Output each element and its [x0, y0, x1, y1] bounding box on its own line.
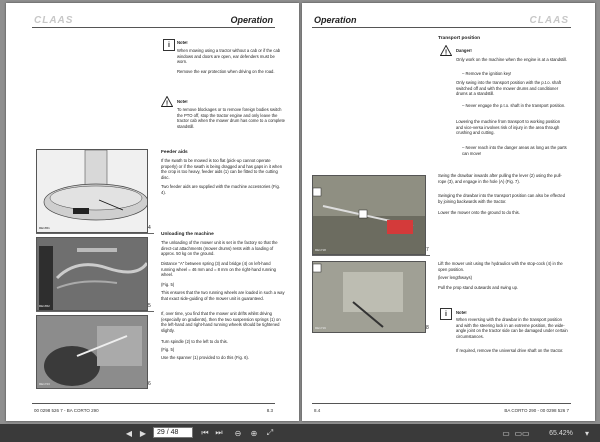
paragraph: Pull the prop stand outwards and swing up.: [438, 285, 519, 290]
note-label: Note!: [456, 310, 467, 315]
heading-feeder-aids: Feeder aids: [161, 150, 188, 155]
footer-rule: [32, 403, 275, 404]
figure-number: 4: [148, 225, 151, 231]
brand-logo: CLAAS: [529, 15, 569, 26]
figure-rule: [312, 255, 430, 256]
footer-rule: [312, 403, 571, 404]
note-icon: i: [440, 308, 452, 320]
svg-text:!: !: [165, 100, 169, 107]
section-title: Operation: [230, 15, 273, 25]
footer-docnumber: 00 0298 526 7 - BA CORTO 290: [34, 408, 99, 413]
zoom-out-icon[interactable]: ⊖: [234, 428, 242, 438]
paragraph: (Fig. 5): [161, 347, 175, 352]
svg-text:!: !: [444, 49, 448, 56]
footer-docnumber: BA CORTO 290 - 00 0298 526 7: [504, 408, 569, 413]
footer-pagenumber: 8.3: [266, 408, 273, 413]
last-page-icon[interactable]: ⏭: [215, 428, 223, 437]
paragraph: Lower the mower onto the ground to do this.: [438, 210, 520, 215]
first-page-icon[interactable]: ⏮: [201, 428, 209, 437]
figure-id: RE1719: [315, 326, 326, 330]
danger-text: – Never reach into the danger areas as long as the parts can move!: [462, 145, 567, 156]
paragraph: Swing the drawbar inwards after pulling the lever (2) using the pull-rope (3), and engage in the hole (A) (Fig. 7).: [438, 173, 562, 184]
danger-text: To remove blockages or to remove foreign bodies switch the PTO off, stop the tractor engine and only leave the tractor cab when the mower drum has come to a complete standstill.: [177, 107, 285, 129]
danger-label: Danger!: [456, 48, 472, 53]
note-label: Note!: [177, 40, 188, 45]
figure-7-image: [312, 175, 426, 255]
danger-text: Only swing into the transport position with the p.t.o. shaft switched off and with the mower drums and conditioner drums at a standstill.: [456, 80, 561, 97]
heading-unloading: Unloading the machine: [161, 232, 214, 237]
figure-id: RE1652: [39, 304, 50, 308]
page-left: [6, 3, 299, 421]
figure-8-drawing: [313, 262, 425, 332]
paragraph: The unloading of the mower unit is set in the factory so that the direct-cut attachments (mower drums) rests with a loading of approx. 50 kg on the ground.: [161, 240, 278, 257]
viewer-toolbar: [0, 424, 600, 442]
figure-id: RE1651: [39, 226, 50, 230]
warning-triangle-icon: [161, 96, 173, 107]
paragraph: Use the spanner (1) provided to do this (Fig. 6).: [161, 355, 249, 360]
figure-id: RE1718: [315, 248, 326, 252]
danger-text: – Never engage the p.t.o. shaft in the transport position.: [462, 103, 566, 108]
figure-number: 6: [148, 381, 151, 387]
two-page-icon[interactable]: ▭▭: [514, 428, 530, 438]
note-text: When reversing with the drawbar in the transport position and with the steering lock in an extreme position, the wide-angle joint on the tractor side can be damaged under certain circumstances.: [456, 317, 568, 339]
paragraph: Turn spindle (2) to the left to do this.: [161, 339, 228, 344]
figure-id: RE1723: [39, 382, 50, 386]
paragraph: Lift the mower unit using the hydraulics with the stop-cock (4) in the open position.: [438, 261, 563, 272]
footer-pagenumber: 8.4: [314, 408, 321, 413]
brand-logo: CLAAS: [34, 15, 74, 26]
figure-4-image: [36, 149, 148, 233]
paragraph: Two feeder aids are supplied with the machine accessories (Fig. 4).: [161, 184, 280, 195]
paragraph: If, over time, you find that the mower unit drifts whilst driving (especially on gradients), then the two suspension springs (1) on the left-hand and right-hand running wheels should be tightened slightly.: [161, 311, 281, 333]
figure-5-drawing: [37, 238, 147, 310]
note-icon: i: [163, 39, 175, 51]
figure-number: 7: [426, 247, 429, 253]
header-rule: [32, 27, 275, 28]
figure-8-image: [312, 261, 426, 333]
single-page-icon[interactable]: ▭: [502, 428, 510, 438]
page-right: [302, 3, 595, 421]
note-text: If required, remove the universal drive shaft on the tractor.: [456, 348, 564, 353]
figure-rule: [36, 233, 154, 234]
figure-7-drawing: [313, 176, 425, 254]
danger-label: Note!: [177, 99, 188, 104]
zoom-level[interactable]: 65.42%: [549, 429, 573, 437]
heading-transport-position: Transport position: [438, 36, 481, 41]
figure-number: 5: [148, 303, 151, 309]
fit-page-icon[interactable]: ⤢: [266, 428, 274, 437]
paragraph: This ensures that the two running wheels are loaded in such a way that exact side-guiding of the mower unit is guaranteed.: [161, 290, 285, 301]
header-rule: [312, 27, 571, 28]
figure-6-drawing: [37, 316, 147, 388]
previous-page-icon[interactable]: ◀: [125, 428, 133, 438]
paragraph: Distance "A" between spring (3) and bridge (4) on left-hand running wheel = 46 mm and = 8 mm on the right-hand running wheel.: [161, 261, 276, 278]
danger-text: Only work on the machine when the engine is at a standstill.: [456, 57, 568, 62]
next-page-icon[interactable]: ▶: [139, 428, 147, 438]
paragraph: Swinging the drawbar into the transport position can also be effected by joining backwards with the tractor.: [438, 193, 566, 204]
paragraph: If the swath to be mowed is too flat (pick-up cannot operate properly) or if the swath is being dragged and has gaps in it when the crop is too heavy, feeder aids (1) can be fitted to the cutting disc.: [161, 158, 283, 180]
paragraph: (lever lengthways): [438, 275, 472, 280]
figure-6-image: [36, 315, 148, 389]
note-text: Remove the ear protection when driving on the road.: [177, 69, 275, 74]
chevron-down-icon[interactable]: ▾: [584, 428, 589, 438]
figure-5-image: [36, 237, 148, 311]
danger-text: – Remove the ignition key!: [462, 71, 512, 76]
page-number-input[interactable]: 29 / 48: [153, 427, 193, 438]
warning-triangle-icon: [440, 45, 452, 56]
section-title: Operation: [314, 15, 357, 25]
figure-rule: [36, 311, 154, 312]
note-text: When mowing using a tractor without a cab or if the cab windows and doors are open, ear defenders must be worn.: [177, 48, 281, 65]
zoom-in-icon[interactable]: ⊕: [250, 428, 258, 438]
danger-text: Lowering the machine from transport to working position and vice-versa involves risk of injury in the area through crushing and cutting.: [456, 119, 561, 136]
figure-4-drawing: [37, 150, 147, 232]
paragraph: (Fig. 5): [161, 282, 175, 287]
figure-number: 8: [426, 325, 429, 331]
